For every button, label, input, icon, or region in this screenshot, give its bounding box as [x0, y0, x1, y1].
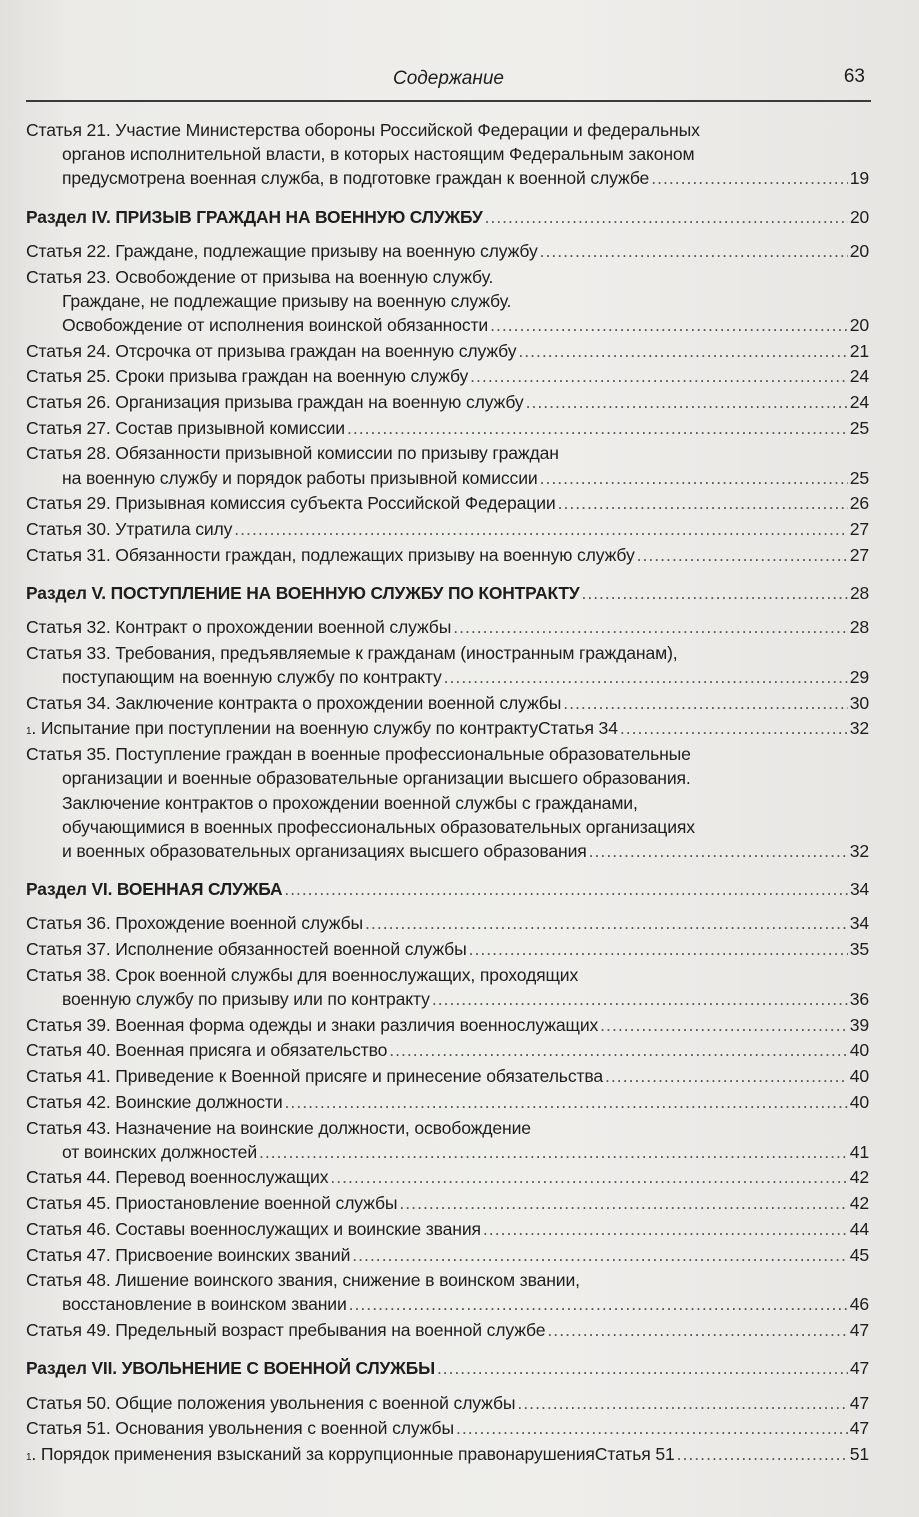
- toc-page-number: 27: [849, 544, 869, 565]
- toc-entry-text: и военных образовательных организациях высшего образования: [62, 840, 587, 861]
- toc-entry-text: Статья 25. Сроки призыва граждан на военную службу: [26, 366, 469, 387]
- dot-leader: [349, 1292, 848, 1316]
- toc-page-number: 30: [849, 692, 869, 713]
- toc-entry-text: Статья 39. Военная форма одежды и знаки различия военнослужащих: [26, 1014, 599, 1035]
- toc-entry-last-line: [26, 517, 869, 541]
- toc-entry-last-line: 1 . Испытание при поступлении на военную службу по контракту Статья 34 ..... 32: [26, 716, 869, 740]
- dot-leader: [558, 491, 848, 515]
- running-head-title: Содержание: [393, 68, 504, 89]
- dot-leader: [526, 390, 848, 414]
- toc-entry: [26, 118, 869, 191]
- toc-section-heading: [26, 877, 869, 901]
- toc-entry: [26, 339, 869, 363]
- toc-entry: [26, 1064, 869, 1088]
- toc-page-number: 28: [849, 582, 869, 603]
- toc-entry-text: Статья 41. Приведение к Военной присяге и принесение обязательства: [26, 1066, 604, 1087]
- toc-entry-last-line: [26, 1391, 869, 1415]
- toc-entry: [26, 1416, 869, 1440]
- dot-leader: [399, 1191, 847, 1215]
- dot-leader: [437, 1356, 848, 1380]
- toc-entry: [26, 742, 869, 863]
- toc-page-number: 19: [849, 168, 869, 189]
- toc-entry-text: Статья 49. Предельный возраст пребывания на военной службе: [26, 1320, 546, 1341]
- toc-entry: [26, 641, 869, 689]
- toc-section-heading: [26, 205, 869, 229]
- toc-entry-text: Статья 38. Срок военной службы для военнослужащих, проходящих: [26, 964, 579, 985]
- toc-entry-text: военную службу по призыву или по контракту: [62, 989, 430, 1009]
- toc-entry-last-line: [26, 581, 869, 605]
- dot-leader: [518, 339, 847, 363]
- toc-entry-line: [26, 641, 869, 665]
- dot-leader: [677, 1442, 848, 1466]
- toc-page-number: 35: [849, 939, 869, 960]
- toc-entry: [26, 265, 869, 338]
- toc-entry: [26, 441, 869, 489]
- toc-entry: [26, 1013, 869, 1037]
- toc-entry: [26, 517, 869, 541]
- toc-entry-last-line: [26, 1064, 869, 1088]
- toc-entry-last-line: [26, 691, 869, 715]
- dot-leader: [637, 543, 848, 567]
- dot-leader: [389, 1038, 848, 1062]
- toc-section-heading: [26, 581, 869, 605]
- toc-entry-text: Заключение контрактов о прохождении военной службы с гражданами,: [62, 792, 638, 813]
- toc-page-number: 28: [849, 617, 869, 638]
- toc-entry-last-line: [26, 416, 869, 440]
- toc-entry-line: [26, 1116, 869, 1140]
- toc-page-number: 41: [849, 1141, 869, 1162]
- toc-entry-last-line: [26, 313, 869, 337]
- toc-entry: [26, 937, 869, 961]
- toc-entry-line: [26, 963, 869, 987]
- toc-entry-text: Статья 42. Воинские должности: [26, 1091, 283, 1112]
- dot-leader: [453, 615, 848, 639]
- toc-entry-last-line: [26, 1191, 869, 1215]
- toc-entry-text: обучающимися в военных профессиональных образовательных организациях: [62, 816, 695, 837]
- dot-leader: [517, 1391, 847, 1415]
- toc-entry-text: Граждане, не подлежащие призыву на военную службу.: [62, 290, 512, 311]
- toc-entry-text: Статья 26. Организация призыва граждан на военную службу: [26, 392, 524, 413]
- dot-leader: [456, 1416, 848, 1440]
- toc-entry: [26, 716, 869, 740]
- toc-page-number: 25: [849, 417, 869, 438]
- toc-entry-text: Статья 45. Приостановление военной службы: [26, 1193, 398, 1214]
- toc-entry-last-line: [26, 166, 869, 190]
- dot-leader: [469, 937, 848, 961]
- toc-entry: [26, 911, 869, 935]
- toc-entry-text: Раздел VII. УВОЛЬНЕНИЕ С ВОЕННОЙ СЛУЖБЫ: [26, 1358, 435, 1379]
- toc-entry-text: Статья 37. Исполнение обязанностей военной службы: [26, 939, 467, 960]
- toc-entry-last-line: [26, 390, 869, 414]
- table-of-contents: [26, 118, 869, 1466]
- toc-entry-text: Статья 24. Отсрочка от призыва граждан на военную службу: [26, 340, 517, 361]
- toc-entry: [26, 1268, 869, 1316]
- toc-entry-line: [26, 815, 869, 839]
- toc-page-number: 40: [849, 1066, 869, 1087]
- toc-entry-text: Статья 43. Назначение на воинские должности, освобождение: [26, 1117, 531, 1138]
- page-number: 63: [843, 66, 865, 87]
- toc-entry-text: восстановление в воинском звании: [62, 1294, 347, 1315]
- toc-entry-last-line: [26, 1292, 869, 1316]
- toc-entry-last-line: [26, 239, 869, 263]
- toc-entry-last-line: [26, 1013, 869, 1037]
- toc-entry-text: Статья 40. Военная присяга и обязательство: [26, 1040, 388, 1061]
- toc-entry-line: [26, 791, 869, 815]
- toc-entry-last-line: 1 . Порядок применения взысканий за коррупционные правонарушения Статья 51 ..... 51: [26, 1442, 869, 1466]
- toc-entry-text: Статья 29. Призывная комиссия субъекта Российской Федерации: [26, 493, 556, 514]
- toc-entry-last-line: [26, 1090, 869, 1114]
- toc-entry-text: Статья 35. Поступление граждан в военные профессиональные образовательные: [26, 744, 691, 765]
- dot-leader: [284, 877, 848, 901]
- toc-entry: [26, 1116, 869, 1164]
- toc-entry-line: [26, 265, 869, 289]
- toc-entry-text: Статья 28. Обязанности призывной комиссии по призыву граждан: [26, 443, 559, 464]
- toc-page-number: 25: [849, 467, 869, 488]
- toc-entry-last-line: [26, 205, 869, 229]
- toc-entry: [26, 1165, 869, 1189]
- toc-entry-last-line: [26, 1318, 869, 1342]
- toc-entry-text: на военную службу и порядок работы призывной комиссии: [62, 467, 538, 488]
- toc-page-number: 32: [849, 718, 869, 739]
- dot-leader: [330, 1165, 847, 1189]
- toc-page-number: 24: [849, 392, 869, 413]
- toc-page-number: 36: [849, 989, 869, 1009]
- toc-entry-line: [26, 441, 869, 465]
- dot-leader: [547, 1318, 847, 1342]
- toc-entry-last-line: [26, 877, 869, 901]
- toc-entry-number: Статья 34: [538, 718, 618, 739]
- dot-leader: [600, 1013, 848, 1037]
- toc-page-number: 46: [849, 1294, 869, 1315]
- toc-entry-text: Статья 21. Участие Министерства обороны Российской Федерации и федеральных: [26, 120, 700, 140]
- toc-page-number: 32: [849, 840, 869, 861]
- toc-page-number: 29: [849, 667, 869, 688]
- toc-page-number: 24: [849, 366, 869, 387]
- toc-entry-last-line: [26, 543, 869, 567]
- toc-page-number: 21: [849, 340, 869, 361]
- toc-entry-text: Раздел VI. ВОЕННАЯ СЛУЖБА: [26, 879, 283, 900]
- toc-entry: [26, 1217, 869, 1241]
- dot-leader: [234, 517, 847, 541]
- dot-leader: [540, 466, 848, 490]
- toc-entry: [26, 364, 869, 388]
- toc-entry-last-line: [26, 839, 869, 863]
- toc-entry-number: Статья 51: [594, 1443, 675, 1464]
- toc-entry-text: предусмотрена военная служба, в подготовке граждан к военной службе: [62, 168, 650, 189]
- toc-entry-last-line: [26, 491, 869, 515]
- toc-entry-text: Освобождение от исполнения воинской обязанности: [62, 314, 489, 335]
- toc-entry-text: Статья 34. Заключение контракта о прохождении военной службы: [26, 692, 562, 713]
- toc-entry-last-line: [26, 911, 869, 935]
- toc-entry-text: Статья 32. Контракт о прохождении военной службы: [26, 617, 452, 638]
- toc-page-number: 26: [849, 493, 869, 514]
- toc-entry: [26, 1318, 869, 1342]
- toc-page-number: 47: [849, 1320, 869, 1341]
- toc-page-number: 45: [849, 1244, 869, 1265]
- dot-leader: [285, 1090, 848, 1114]
- toc-page-number: 20: [849, 206, 869, 227]
- toc-entry-last-line: [26, 1165, 869, 1189]
- toc-entry-last-line: [26, 466, 869, 490]
- toc-entry-text: организации и военные образовательные организации высшего образования.: [62, 768, 691, 789]
- toc-entry-text: . Порядок применения взысканий за коррупционные правонарушения: [31, 1443, 595, 1464]
- toc-entry: [26, 239, 869, 263]
- toc-entry: [26, 691, 869, 715]
- toc-page-number: 40: [849, 1040, 869, 1061]
- toc-section-heading: [26, 1356, 869, 1380]
- toc-entry-last-line: [26, 1217, 869, 1241]
- toc-entry-last-line: [26, 1356, 869, 1380]
- toc-entry-text: Статья 31. Обязанности граждан, подлежащих призыву на военную службу: [26, 544, 635, 565]
- dot-leader: [563, 691, 848, 715]
- dot-leader: [352, 1243, 847, 1267]
- dot-leader: [582, 581, 848, 605]
- toc-entry-text: Статья 23. Освобождение от призыва на военную службу.: [26, 266, 494, 287]
- toc-entry-text: Статья 50. Общие положения увольнения с военной службы: [26, 1392, 516, 1413]
- toc-page-number: 47: [849, 1358, 869, 1379]
- toc-entry-last-line: [26, 339, 869, 363]
- toc-page-number: 42: [849, 1193, 869, 1214]
- toc-entry-text: Статья 44. Перевод военнослужащих: [26, 1167, 329, 1188]
- toc-entry-last-line: [26, 1243, 869, 1267]
- toc-entry-last-line: [26, 615, 869, 639]
- toc-entry-last-line: [26, 987, 869, 1011]
- toc-entry-text: Раздел IV. ПРИЗЫВ ГРАЖДАН НА ВОЕННУЮ СЛУЖБУ: [26, 206, 483, 227]
- toc-entry-last-line: [26, 937, 869, 961]
- toc-entry-text: Статья 48. Лишение воинского звания, снижение в воинском звании,: [26, 1270, 580, 1291]
- dot-leader: [485, 205, 848, 229]
- dot-leader: [432, 987, 848, 1011]
- dot-leader: [651, 166, 848, 190]
- toc-page-number: 34: [849, 879, 869, 900]
- toc-entry-text: поступающим на военную службу по контракту: [62, 667, 442, 688]
- toc-page-number: 39: [849, 1014, 869, 1035]
- toc-page-number: 27: [849, 519, 869, 540]
- toc-entry: [26, 1243, 869, 1267]
- toc-entry-last-line: [26, 1140, 869, 1164]
- dot-leader: [259, 1140, 848, 1164]
- toc-entry-line: [26, 742, 869, 766]
- toc-entry: [26, 1391, 869, 1415]
- toc-page-number: 20: [849, 240, 869, 261]
- dot-leader: [490, 313, 848, 337]
- toc-page-number: 47: [849, 1392, 869, 1413]
- running-head: [26, 62, 871, 102]
- toc-entry-line: [26, 118, 869, 142]
- toc-entry-line: [26, 766, 869, 790]
- toc-entry: [26, 615, 869, 639]
- toc-entry-text: Раздел V. ПОСТУПЛЕНИЕ НА ВОЕННУЮ СЛУЖБУ ПО КОНТРАКТУ: [26, 582, 580, 603]
- toc-entry-last-line: [26, 364, 869, 388]
- dot-leader: [347, 416, 848, 440]
- toc-entry-line: [26, 1268, 869, 1292]
- toc-entry-last-line: [26, 1038, 869, 1062]
- toc-entry-text: органов исполнительной власти, в которых настоящим Федеральным законом: [62, 144, 695, 165]
- dot-leader: [470, 364, 848, 388]
- toc-entry-text: Статья 46. Составы военнослужащих и воинские звания: [26, 1218, 481, 1239]
- toc-page-number: 42: [849, 1167, 869, 1188]
- toc-entry-text: Статья 22. Граждане, подлежащие призыву на военную службу: [26, 240, 538, 261]
- dot-leader: [605, 1064, 848, 1088]
- toc-entry-last-line: [26, 1416, 869, 1440]
- toc-entry: [26, 390, 869, 414]
- toc-entry-text: Статья 51. Основания увольнения с военной службы: [26, 1418, 454, 1439]
- toc-entry-text: Статья 30. Утратила силу: [26, 519, 233, 540]
- toc-entry-text: от воинских должностей: [62, 1141, 257, 1162]
- toc-entry-line: [26, 289, 869, 313]
- dot-leader: [365, 911, 848, 935]
- dot-leader: [620, 716, 848, 740]
- toc-entry: [26, 963, 869, 1011]
- toc-page-number: 34: [849, 913, 869, 934]
- toc-entry: [26, 491, 869, 515]
- toc-entry-line: [26, 142, 869, 166]
- toc-entry-text: Статья 27. Состав призывной комиссии: [26, 417, 345, 438]
- toc-entry-text: Статья 36. Прохождение военной службы: [26, 913, 364, 934]
- toc-entry: [26, 1090, 869, 1114]
- dot-leader: [483, 1217, 848, 1241]
- toc-page-number: 20: [849, 314, 869, 335]
- toc-entry: [26, 1442, 869, 1466]
- toc-page-number: 51: [849, 1443, 869, 1464]
- toc-entry-text: Статья 33. Требования, предъявляемые к гражданам (иностранным гражданам),: [26, 642, 678, 663]
- toc-page-number: 44: [849, 1218, 869, 1239]
- dot-leader: [589, 839, 848, 863]
- toc-entry-text: . Испытание при поступлении на военную службу по контракту: [31, 718, 538, 739]
- toc-entry-last-line: [26, 665, 869, 689]
- toc-entry: [26, 416, 869, 440]
- toc-entry: [26, 1038, 869, 1062]
- toc-page-number: 40: [849, 1091, 869, 1112]
- dot-leader: [444, 665, 848, 689]
- toc-entry: [26, 543, 869, 567]
- toc-entry: [26, 1191, 869, 1215]
- toc-entry-text: Статья 47. Присвоение воинских званий: [26, 1244, 351, 1265]
- toc-page-number: 47: [849, 1418, 869, 1439]
- dot-leader: [540, 239, 848, 263]
